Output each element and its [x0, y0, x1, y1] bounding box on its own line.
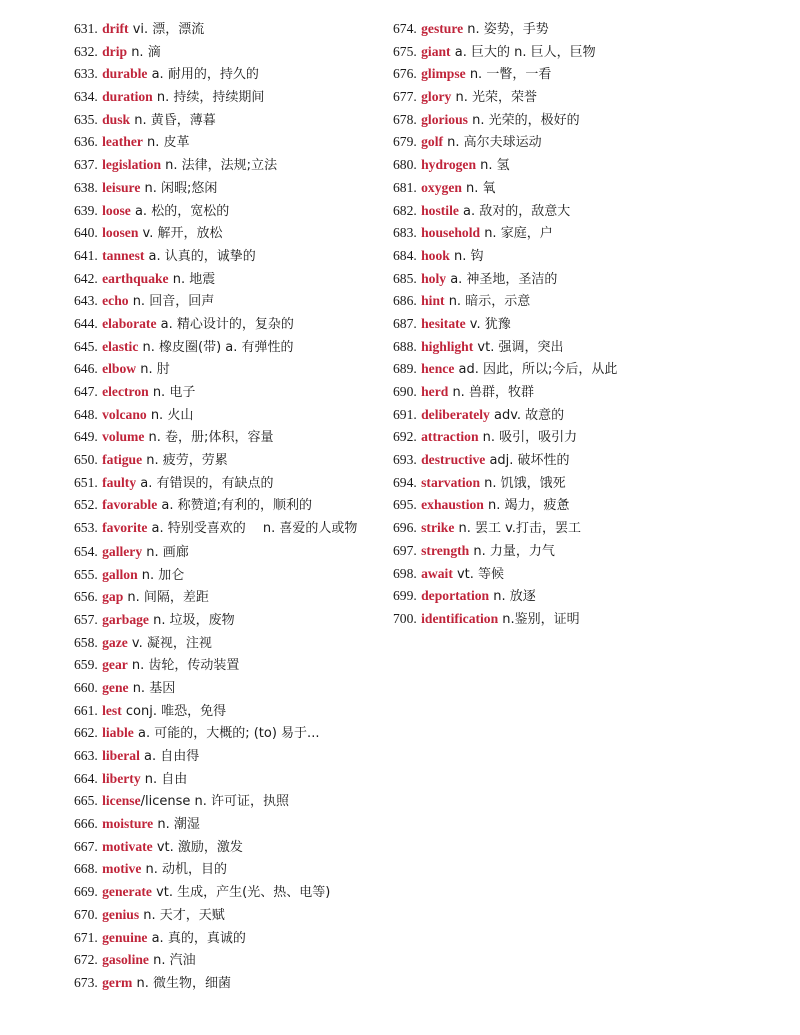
headword: favorable — [102, 497, 158, 513]
entry-number: 681. — [393, 179, 417, 195]
definition: v. 解开，放松 — [138, 226, 223, 242]
headword: favorite — [102, 520, 148, 536]
vocab-entry — [393, 449, 793, 472]
vocab-entry — [74, 677, 384, 700]
headword: fatigue — [102, 452, 143, 468]
headword: tannest — [102, 247, 145, 263]
vocab-entry — [74, 381, 384, 404]
entry-number: 680. — [393, 157, 417, 173]
headword: gear — [102, 657, 128, 673]
headword: glory — [421, 89, 452, 105]
definition: a. 耐用的，持久的 — [147, 67, 259, 83]
headword: deportation — [421, 588, 490, 604]
entry-number: 653. — [74, 520, 98, 536]
definition: a. 自由得 — [139, 749, 200, 765]
entry-number: 677. — [393, 89, 417, 105]
vocab-entry — [393, 426, 793, 449]
definition: n. 光荣，荣誉 — [451, 90, 537, 106]
entry-number: 673. — [74, 974, 98, 990]
definition: n. 卷，册;体积，容量 — [144, 430, 274, 446]
definition: n. 兽群，牧群 — [448, 385, 534, 400]
headword: gallery — [102, 543, 143, 559]
definition: n. 地震 — [168, 271, 216, 287]
entry-number: 679. — [393, 134, 417, 150]
vocab-entry — [393, 585, 793, 608]
headword: gesture — [421, 21, 464, 36]
vocab-entry — [74, 927, 384, 950]
vocab-entry — [393, 540, 793, 563]
headword: elastic — [102, 338, 139, 354]
definition: adv. 故意的 — [489, 407, 565, 423]
vocab-entry — [74, 86, 384, 109]
definition: n. 放逐 — [489, 589, 536, 605]
vocab-entry — [74, 63, 384, 86]
headword: genius — [102, 906, 140, 922]
vocab-entry — [74, 541, 384, 564]
vocab-entry — [393, 381, 793, 404]
vocab-entry — [393, 563, 793, 586]
entry-number: 655. — [74, 566, 98, 582]
entry-number: 649. — [74, 429, 98, 445]
vocab-entry — [393, 109, 793, 132]
entry-number: 693. — [393, 452, 417, 468]
headword: drift — [102, 21, 129, 36]
definition: n. 光荣的，极好的 — [467, 112, 580, 128]
definition: n. 竭力，疲惫 — [483, 498, 570, 514]
headword: volume — [102, 429, 145, 445]
entry-number: 647. — [74, 384, 98, 399]
entry-number: 644. — [74, 315, 98, 331]
vocab-entry — [74, 632, 384, 655]
headword: motive — [102, 861, 142, 877]
vocab-entry — [74, 18, 384, 41]
definition: n. 画廊 — [142, 544, 189, 560]
definition: n.鉴别，证明 — [498, 611, 580, 627]
headword: elaborate — [102, 315, 157, 331]
headword: deliberately — [421, 406, 490, 422]
headword: await — [421, 565, 453, 581]
definition: n. 氧 — [461, 180, 496, 196]
vocab-entry — [74, 245, 384, 268]
definition: a. 神圣地，圣洁的 — [446, 271, 558, 287]
entry-number: 696. — [393, 520, 417, 536]
headword: gasoline — [102, 952, 149, 968]
headword: hydrogen — [421, 157, 477, 173]
headword: loose — [102, 202, 131, 218]
entry-number: 660. — [74, 679, 98, 695]
definition: a. 可能的，大概的; (to) 易于... — [133, 726, 320, 742]
definition: n. 闲暇;悠闲 — [140, 180, 218, 196]
definition: n. 回音，回声 — [128, 294, 215, 310]
vocab-entry — [74, 494, 384, 517]
headword: license — [102, 793, 141, 809]
entry-number: 633. — [74, 66, 98, 82]
vocab-entry — [393, 200, 793, 223]
headword: oxygen — [421, 179, 462, 195]
entry-number: 632. — [74, 43, 98, 59]
vocab-entry — [393, 131, 793, 154]
vocab-entry — [393, 608, 793, 631]
entry-number: 666. — [74, 816, 98, 832]
definition: n. 疲劳，劳累 — [142, 453, 228, 469]
vocab-entry — [74, 768, 384, 791]
entry-number: 694. — [393, 474, 417, 490]
vocab-entry — [393, 245, 793, 268]
entry-number: 640. — [74, 225, 98, 241]
entry-number: 689. — [393, 361, 417, 377]
definition: a. 认真的，诚挚的 — [144, 248, 256, 264]
definition: n. 垃圾，废物 — [148, 612, 235, 628]
headword: faulty — [102, 474, 137, 490]
headword: garbage — [102, 611, 149, 627]
entry-number: 646. — [74, 361, 98, 377]
headword: leather — [102, 134, 143, 150]
vocab-entry — [74, 404, 384, 427]
entry-number: 635. — [74, 111, 98, 127]
vocab-entry — [74, 290, 384, 313]
headword: earthquake — [102, 270, 169, 286]
vocab-entry — [74, 722, 384, 745]
vocab-entry — [74, 904, 384, 927]
vocab-column-right — [393, 18, 793, 631]
vocab-entry — [74, 131, 384, 154]
definition: n. 皮革 — [142, 135, 190, 151]
headword: exhaustion — [421, 497, 484, 513]
vocab-entry — [74, 609, 384, 632]
entry-number: 663. — [74, 748, 98, 764]
vocab-entry — [393, 313, 793, 336]
headword: gaze — [102, 634, 128, 650]
entry-number: 685. — [393, 270, 417, 286]
definition: n. 橡皮圈(带) a. 有弹性的 — [138, 339, 294, 355]
headword: attraction — [421, 429, 479, 445]
headword: leisure — [102, 179, 141, 195]
definition: n. 潮湿 — [153, 817, 200, 833]
entry-number: 652. — [74, 497, 98, 513]
entry-number: 675. — [393, 43, 417, 59]
definition: a. 松的，宽松的 — [130, 203, 230, 219]
definition: n. 罢工 v.打击，罢工 — [454, 521, 581, 537]
definition: n. 齿轮，传动装置 — [127, 658, 240, 674]
definition: a. 特别受喜欢的 n. 喜爱的人或物 — [147, 521, 358, 537]
definition: n. 加仑 — [137, 567, 185, 583]
definition: n. 钩 — [449, 248, 484, 264]
headword: lest — [102, 702, 122, 718]
definition: ad. 因此，所以;今后，从此 — [454, 362, 618, 378]
entry-number: 651. — [74, 474, 98, 490]
vocab-entry — [74, 472, 384, 495]
headword: moisture — [102, 816, 154, 832]
headword: liberal — [102, 748, 140, 764]
definition: a. 称赞道;有利的，顺利的 — [157, 498, 312, 514]
definition: conj. 唯恐，免得 — [121, 703, 227, 719]
definition: n. 姿势，手势 — [463, 22, 549, 37]
entry-number: 699. — [393, 588, 417, 604]
entry-number: 636. — [74, 134, 98, 150]
vocab-entry — [74, 881, 384, 904]
definition: n. 持续，持续期间 — [152, 90, 265, 106]
headword: glimpse — [421, 66, 466, 82]
entry-number: 657. — [74, 611, 98, 627]
entry-number: 672. — [74, 952, 98, 968]
headword: destructive — [421, 452, 486, 468]
vocab-entry — [393, 222, 793, 245]
headword: hint — [421, 293, 445, 309]
vocab-entry — [74, 154, 384, 177]
entry-number: 669. — [74, 884, 98, 900]
definition: n. 火山 — [146, 407, 194, 423]
headword: holy — [421, 270, 447, 286]
headword: legislation — [102, 157, 162, 173]
entry-number: 662. — [74, 725, 98, 741]
definition: a. 敌对的，敌意大 — [458, 203, 571, 219]
vocab-entry — [393, 404, 793, 427]
entry-number: 688. — [393, 338, 417, 354]
vocab-entry — [393, 472, 793, 495]
definition: a. 巨大的 n. 巨人，巨物 — [450, 44, 596, 60]
entry-number: 642. — [74, 270, 98, 286]
vocab-entry — [74, 313, 384, 336]
entry-number: 690. — [393, 384, 417, 399]
vocab-entry — [393, 358, 793, 381]
vocab-entry — [393, 18, 793, 41]
vocab-entry — [74, 336, 384, 359]
vocab-entry — [393, 517, 793, 540]
vocab-entry — [74, 858, 384, 881]
vocab-entry — [393, 268, 793, 291]
entry-number: 686. — [393, 293, 417, 309]
headword: loosen — [102, 225, 139, 241]
headword: giant — [421, 43, 451, 59]
headword: identification — [421, 610, 499, 626]
headword: gallon — [102, 566, 138, 582]
entry-number: 695. — [393, 497, 417, 513]
definition: n. 汽油 — [148, 953, 196, 969]
entry-number: 661. — [74, 702, 98, 718]
entry-number: 700. — [393, 610, 417, 626]
entry-number: 639. — [74, 202, 98, 218]
headword: electron — [102, 384, 149, 399]
vocab-entry — [74, 586, 384, 609]
headword: drip — [102, 43, 128, 59]
vocab-entry — [393, 41, 793, 64]
vocab-entry — [393, 154, 793, 177]
vocab-entry — [74, 268, 384, 291]
entry-number: 665. — [74, 793, 98, 809]
vocab-entry — [74, 200, 384, 223]
entry-number: 678. — [393, 111, 417, 127]
headword: glorious — [421, 111, 468, 127]
vocab-entry — [393, 86, 793, 109]
entry-number: 654. — [74, 543, 98, 559]
entry-number: 676. — [393, 66, 417, 82]
headword: elbow — [102, 361, 137, 377]
entry-number: 670. — [74, 906, 98, 922]
headword: strike — [421, 520, 455, 536]
definition: adj. 破坏性的 — [485, 453, 570, 469]
headword: liable — [102, 725, 134, 741]
definition: n. 吸引，吸引力 — [478, 430, 578, 446]
headword: starvation — [421, 474, 481, 490]
entry-number: 687. — [393, 315, 417, 331]
headword: durable — [102, 66, 148, 82]
definition: n. 家庭，户 — [480, 226, 553, 242]
definition: n. 一瞥，一看 — [465, 67, 552, 83]
headword: highlight — [421, 338, 474, 354]
vocab-entry — [74, 790, 384, 813]
entry-number: 668. — [74, 861, 98, 877]
vocab-entry — [74, 109, 384, 132]
definition: n. 滴 — [127, 44, 161, 60]
vocab-entry — [74, 41, 384, 64]
definition: n. 高尔夫球运动 — [443, 135, 542, 151]
vocab-entry — [74, 222, 384, 245]
entry-number: 684. — [393, 247, 417, 263]
entry-number: 667. — [74, 838, 98, 854]
entry-number: 659. — [74, 657, 98, 673]
definition: n. 动机，目的 — [141, 862, 228, 878]
definition: v. 凝视，注视 — [127, 635, 212, 651]
vocab-entry — [74, 813, 384, 836]
definition: n. 基因 — [128, 680, 176, 696]
entry-number: 658. — [74, 634, 98, 650]
entry-number: 682. — [393, 202, 417, 218]
headword: generate — [102, 884, 152, 900]
entry-number: 674. — [393, 21, 417, 36]
definition: a. 精心设计的，复杂的 — [156, 316, 294, 332]
definition: n. 法律，法规;立法 — [161, 158, 278, 174]
entry-number: 656. — [74, 589, 98, 605]
definition: a. 真的，真诚的 — [147, 930, 246, 946]
headword: household — [421, 225, 481, 241]
headword: liberty — [102, 770, 141, 786]
vocab-entry — [74, 972, 384, 995]
definition: v. 犹豫 — [465, 316, 511, 332]
vocab-entry — [74, 700, 384, 723]
definition: n. 力量，力气 — [469, 543, 555, 559]
definition: /license n. 许可证，执照 — [140, 794, 290, 810]
headword: golf — [421, 134, 444, 150]
entry-number: 697. — [393, 542, 417, 558]
definition: n. 天才，天赋 — [139, 907, 225, 923]
definition: a. 有错误的，有缺点的 — [136, 475, 274, 491]
definition: n. 肘 — [136, 362, 170, 378]
vocab-entry — [74, 177, 384, 200]
definition: n. 微生物，细菌 — [132, 975, 231, 991]
vocab-entry — [74, 517, 384, 541]
vocab-entry — [393, 177, 793, 200]
entry-number: 692. — [393, 429, 417, 445]
definition: vt. 激励，激发 — [152, 839, 243, 855]
definition: n. 电子 — [148, 385, 196, 400]
entry-number: 631. — [74, 21, 98, 36]
vocab-entry — [74, 449, 384, 472]
headword: hostile — [421, 202, 459, 218]
definition: vt. 生成，产生(光、热、电等) — [151, 885, 331, 901]
vocab-entry — [393, 63, 793, 86]
headword: motivate — [102, 838, 153, 854]
definition: n. 自由 — [140, 771, 188, 787]
entry-number: 638. — [74, 179, 98, 195]
definition: n. 黄昏，薄暮 — [130, 112, 216, 128]
definition: n. 间隔，差距 — [123, 590, 209, 606]
vocab-column-left — [74, 18, 384, 995]
vocab-entry — [74, 564, 384, 587]
vocab-entry — [74, 426, 384, 449]
headword: hook — [421, 247, 450, 263]
vocab-entry — [74, 745, 384, 768]
entry-number: 643. — [74, 293, 98, 309]
entry-number: 645. — [74, 338, 98, 354]
definition: vt. 等候 — [452, 566, 505, 582]
headword: echo — [102, 293, 129, 309]
headword: hesitate — [421, 315, 466, 331]
headword: gene — [102, 679, 129, 695]
vocab-entry — [393, 494, 793, 517]
definition: n. 氢 — [476, 158, 510, 174]
entry-number: 698. — [393, 565, 417, 581]
headword: dusk — [102, 111, 131, 127]
entry-number: 634. — [74, 89, 98, 105]
definition: vt. 强调，突出 — [473, 339, 564, 355]
definition: n. 饥饿，饿死 — [480, 475, 566, 491]
headword: strength — [421, 542, 470, 558]
entry-number: 637. — [74, 157, 98, 173]
vocab-entry — [393, 336, 793, 359]
definition: n. 暗示，示意 — [444, 294, 531, 310]
entry-number: 664. — [74, 770, 98, 786]
headword: hence — [421, 361, 455, 377]
headword: genuine — [102, 929, 148, 945]
definition: vi. 漂，漂流 — [128, 22, 205, 37]
entry-number: 671. — [74, 929, 98, 945]
entry-number: 648. — [74, 406, 98, 422]
vocab-entry — [74, 358, 384, 381]
headword: duration — [102, 89, 153, 105]
entry-number: 683. — [393, 225, 417, 241]
entry-number: 691. — [393, 406, 417, 422]
entry-number: 641. — [74, 247, 98, 263]
headword: gap — [102, 589, 124, 605]
entry-number: 650. — [74, 452, 98, 468]
vocab-entry — [74, 836, 384, 859]
headword: germ — [102, 974, 133, 990]
headword: herd — [421, 384, 449, 399]
vocab-entry — [74, 949, 384, 972]
vocab-entry — [74, 654, 384, 677]
headword: volcano — [102, 406, 147, 422]
vocab-entry — [393, 290, 793, 313]
